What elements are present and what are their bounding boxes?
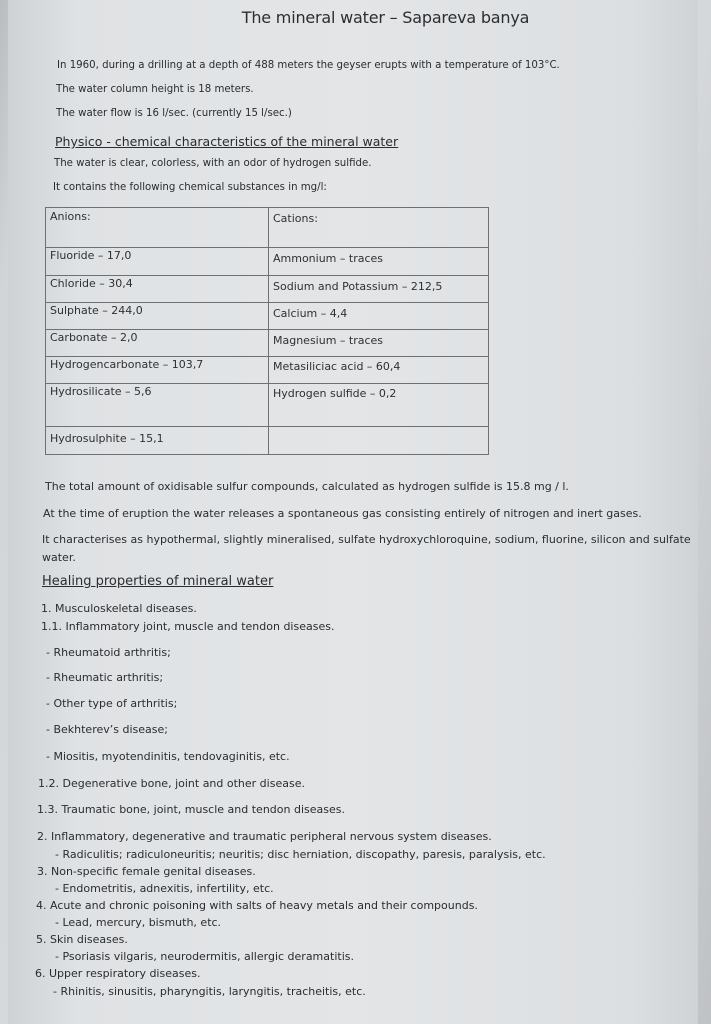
- healing-item: 1.3. Traumatic bone, joint, muscle and tendon diseases.: [37, 803, 345, 816]
- table-row: [46, 384, 489, 427]
- healing-item: 1.2. Degenerative bone, joint and other disease.: [38, 777, 305, 790]
- table-row: [46, 248, 489, 276]
- table-row: [46, 357, 489, 384]
- anion-cell: Hydrosilicate – 5,6: [46, 384, 269, 427]
- healing-item: - Psoriasis vilgaris, neurodermitis, allergic deramatitis.: [55, 950, 354, 963]
- cations-header: Cations:: [269, 208, 489, 248]
- healing-item: - Lead, mercury, bismuth, etc.: [55, 916, 222, 929]
- cation-cell: Metasiliciac acid – 60,4: [269, 357, 489, 384]
- intro-drilling: In 1960, during a drilling at a depth of 488 meters the geyser erupts with a temperature of 103°C.: [57, 60, 560, 71]
- healing-item: 1. Musculoskeletal diseases.: [41, 602, 197, 615]
- healing-item: - Rheumatic arthritis;: [46, 671, 164, 684]
- anion-cell: Sulphate – 244,0: [46, 303, 269, 330]
- healing-item: 1.1. Inflammatory joint, muscle and tendon diseases.: [41, 620, 335, 633]
- anion-cell: Carbonate – 2,0: [46, 330, 269, 357]
- intro-column-height: The water column height is 18 meters.: [56, 84, 254, 95]
- physico-heading: Physico - chemical characteristics of the mineral water: [55, 134, 399, 149]
- healing-heading: Healing properties of mineral water: [42, 574, 274, 589]
- sulfur-total-paragraph: The total amount of oxidisable sulfur compounds, calculated as hydrogen sulfide is 15.8 mg / l.: [45, 480, 569, 493]
- anion-cell: Hydrosulphite – 15,1: [46, 427, 269, 455]
- cation-cell: Ammonium – traces: [269, 248, 489, 276]
- table-row: [46, 427, 489, 455]
- cation-cell: Sodium and Potassium – 212,5: [269, 276, 489, 303]
- table-row: [46, 330, 489, 357]
- page-title: The mineral water – Sapareva banya: [241, 8, 530, 27]
- healing-item: - Rhinitis, sinusitis, pharyngitis, laryngitis, tracheitis, etc.: [53, 985, 366, 998]
- substances-intro: It contains the following chemical substances in mg/l:: [53, 182, 327, 193]
- table-row: [46, 276, 489, 303]
- anion-cell: Hydrogencarbonate – 103,7: [46, 357, 269, 384]
- cation-cell: Calcium – 4,4: [269, 303, 489, 330]
- healing-item: 6. Upper respiratory diseases.: [35, 967, 201, 980]
- gas-release-paragraph: At the time of eruption the water releases a spontaneous gas consisting entirely of nitrogen and inert gases.: [43, 507, 642, 520]
- healing-item: 2. Inflammatory, degenerative and traumatic peripheral nervous system diseases.: [37, 830, 492, 843]
- anions-header: Anions:: [46, 208, 269, 248]
- healing-item: 4. Acute and chronic poisoning with salts of heavy metals and their compounds.: [36, 899, 478, 912]
- cation-cell: [269, 427, 489, 455]
- characterisation-paragraph: It characterises as hypothermal, slightly mineralised, sulfate hydroxychloroquine, sodium, fluorine, silicon and sulfate water.: [42, 533, 691, 564]
- healing-item: - Radiculitis; radiculoneuritis; neuritis; disc herniation, discopathy, paresis, paralysis, etc.: [55, 848, 546, 861]
- healing-item: - Other type of arthritis;: [46, 697, 178, 710]
- healing-item: - Bekhterev’s disease;: [46, 723, 168, 736]
- cation-cell: Hydrogen sulfide – 0,2: [269, 384, 489, 427]
- anion-cell: Chloride – 30,4: [46, 276, 269, 303]
- chemical-table: [45, 207, 489, 455]
- intro-water-flow: The water flow is 16 l/sec. (currently 15 l/sec.): [56, 108, 292, 119]
- healing-item: 3. Non-specific female genital diseases.: [37, 865, 256, 878]
- water-description: The water is clear, colorless, with an odor of hydrogen sulfide.: [54, 158, 372, 169]
- anion-cell: Fluoride – 17,0: [46, 248, 269, 276]
- healing-item: 5. Skin diseases.: [36, 933, 128, 946]
- table-row: [46, 303, 489, 330]
- healing-item: - Rheumatoid arthritis;: [46, 646, 171, 659]
- table-header-row: [46, 208, 489, 248]
- healing-item: - Miositis, myotendinitis, tendovaginitis, etc.: [46, 750, 290, 763]
- healing-item: - Endometritis, adnexitis, infertility, etc.: [55, 882, 274, 895]
- cation-cell: Magnesium – traces: [269, 330, 489, 357]
